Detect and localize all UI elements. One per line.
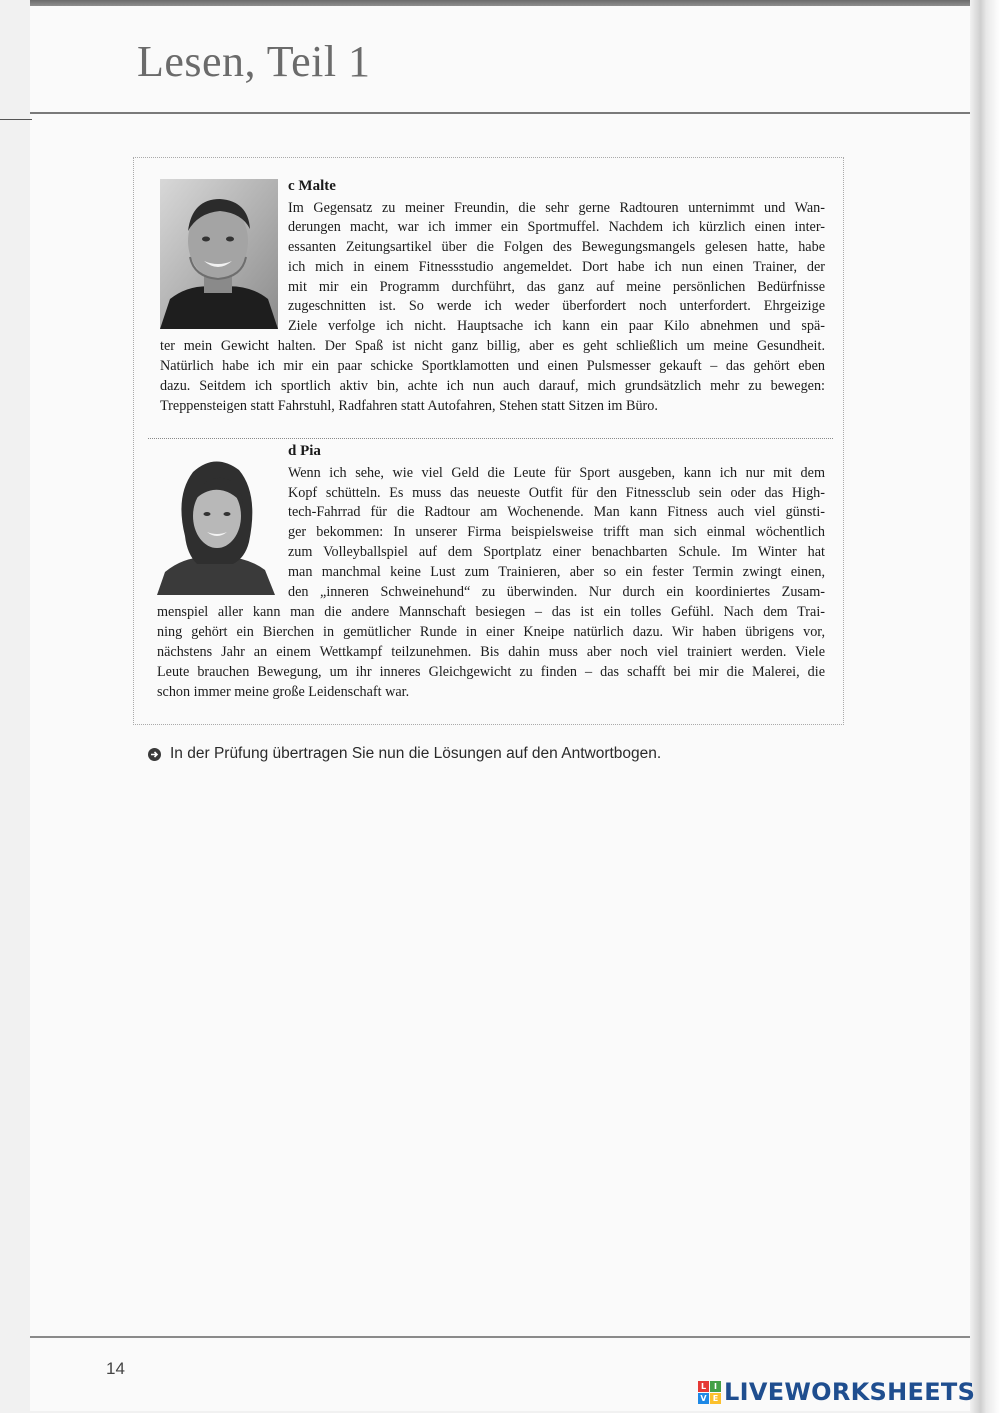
malte-text-line: mit mir ein Programm durchführt, das ganz auf meine persönlichen Bedürfnisse [288,279,825,295]
logo-letter: V [698,1393,709,1404]
brand-name: LIVEWORKSHEETS [724,1378,976,1406]
pia-photo [157,446,275,595]
instruction-row [148,745,661,763]
malte-text-line: Treppensteigen statt Fahrstuhl, Radfahren statt Autofahren, Stehen statt Sitzen im Büro. [160,398,658,414]
pia-text-line: den „inneren Schweinehund“ zu überwinden. Nur durch ein koordiniertes Zusam- [288,584,825,600]
malte-photo [160,179,278,329]
malte-text-line: Ziele verfolge ich nicht. Hauptsache ich kann ein paar Kilo abnehmen und spä- [288,318,825,334]
malte-text-line: dazu. Seitdem ich sportlich aktiv bin, achte ich nun auch darauf, mich grundsätzlich mehr zu bewegen: [160,378,825,394]
scan-edge-right [970,0,1000,1413]
pia-text-line: menspiel aller kann man die andere Mannschaft besiegen – das ist ein tolles Gefühl. Nach dem Trai- [157,604,825,620]
pia-text-line: man manchmal keine Lust zum Trainieren, aber so ein fester Termin zwingt einen, [288,564,825,580]
logo-letter: I [710,1381,721,1392]
liveworksheets-logo-icon [698,1381,721,1404]
liveworksheets-brand[interactable] [698,1378,975,1406]
page-number: 14 [106,1359,125,1378]
pia-text-line: schon immer meine große Leidenschaft war. [157,684,410,700]
malte-text-line: Im Gegensatz zu meiner Freundin, die sehr gerne Radtouren unternimmt und Wan- [288,200,825,216]
pia-text-line: zum Volleyballspiel auf dem Sportplatz einer benachbarten Schule. Im Winter hat [288,544,825,560]
logo-letter: L [698,1381,709,1392]
pia-text-line: Wenn ich sehe, wie viel Geld die Leute für Sport ausgeben, kann ich nur mit dem [288,465,825,481]
margin-mark [0,119,32,120]
pia-text-line: Leute brauchen Bewegung, um ihr inneres Gleichgewicht zu finden – das schafft bei mir die Malerei, die [157,664,825,680]
malte-heading: c Malte [288,178,336,194]
pia-heading: d Pia [288,443,321,459]
title-divider [30,112,970,114]
malte-text-line: zugeschnitten ist. So werde ich weder überfordert noch unterfordert. Ehrgeizige [288,298,825,314]
arrow-circle-icon [148,748,161,761]
logo-letter: E [710,1393,721,1404]
pia-text-line: ger bekommen: In unserer Firma beispielsweise trifft man sich einmal wöchentlich [288,524,825,540]
pia-text-line: ning gehört ein Bierchen in gemütlicher Runde in einer Kneipe natürlich dazu. Wir haben übrigens vor, [157,624,825,640]
malte-text-line: essanten Zeitungsartikel über die Folgen des Bewegungsmangels gelesen hatte, habe [288,239,825,255]
pia-text-line: Kopf schütteln. Es muss das neueste Outfit für den Fitnessclub sein oder das High- [288,485,825,501]
malte-text-line: derungen macht, war ich immer ein Sportmuffel. Nachdem ich kürzlich einen inter- [288,219,825,235]
footer-divider [30,1336,970,1338]
pia-text-line: tech-Fahrrad für die Radtour am Wochenende. Man kann Fitness auch viel günsti- [288,504,825,520]
page-title: Lesen, Teil 1 [137,37,371,86]
malte-text-line: ich mich in einem Fitnessstudio angemeldet. Dort habe ich nun einen Trainer, der [288,259,825,275]
malte-text-line: Natürlich habe ich mir ein paar schicke Sportklamotten und einen Pulsmesser gekauft – das gehört eben [160,358,825,374]
malte-text-line: ter mein Gewicht halten. Der Spaß ist nicht ganz billig, aber es geht schließlich um meine Gesundheit. [160,338,825,354]
instruction-text: In der Prüfung übertragen Sie nun die Lösungen auf den Antwortbogen. [170,745,662,762]
pia-text-line: nächstens Jahr an einem Wettkampf teilzunehmen. Bis dahin muss aber noch viel trainiert werden. Viele [157,644,825,660]
entry-divider [148,438,833,439]
